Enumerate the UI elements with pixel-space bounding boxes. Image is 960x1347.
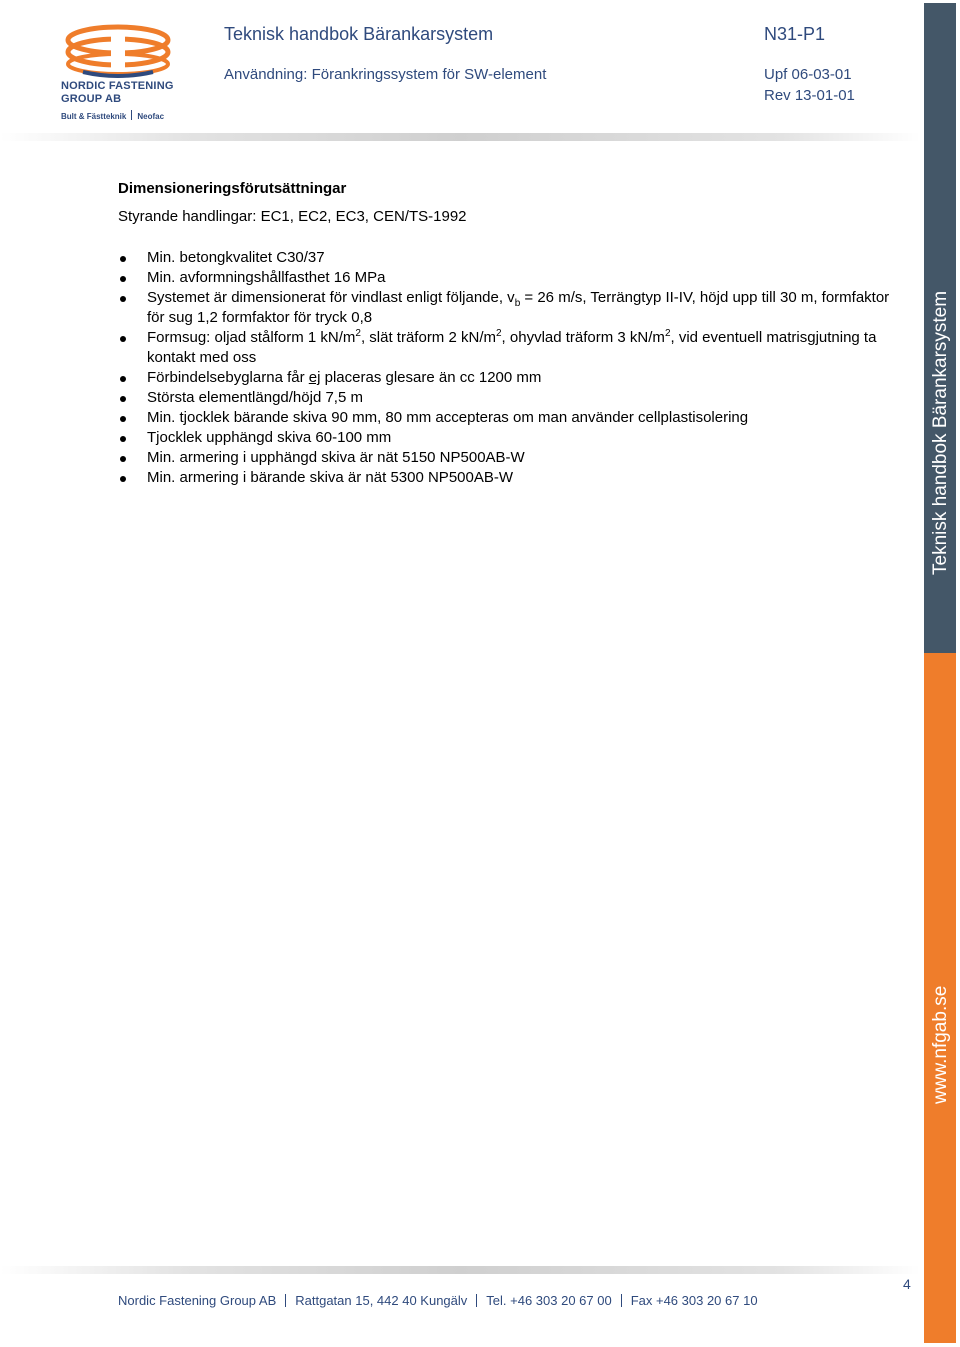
footer-address: Rattgatan 15, 442 40 Kungälv	[295, 1293, 468, 1308]
list-item: Formsug: oljad stålform 1 $kN/m^2$, slät träform 2 $kN/m^2$, ohyvlad träform 3 $kN/m^2$, vid eventuell matrisgjutning ta kontakt med oss	[118, 328, 908, 368]
footer-divider	[0, 1266, 920, 1274]
company-logo	[55, 18, 185, 128]
footer-tel: Tel. +46 303 20 67 00	[486, 1293, 612, 1308]
footer-separator	[285, 1294, 286, 1307]
section-heading: Dimensioneringsförutsättningar	[118, 180, 347, 197]
header-usage: Användning: Förankringssystem för SW-element	[224, 66, 547, 83]
page-number: 4	[903, 1276, 911, 1292]
logo-subtitle	[61, 110, 164, 121]
logo-name-line2: GROUP AB	[61, 93, 122, 105]
logo-name-line1: NORDIC FASTENING	[61, 80, 174, 92]
main-content	[118, 180, 908, 488]
list-item: Största elementlängd/höjd 7,5 m	[118, 388, 908, 408]
header-document-code: N31-P1	[764, 24, 826, 44]
sidebar-website: www.nfgab.se	[930, 985, 951, 1104]
sidebar-title: Teknisk handbok Bärankarsystem	[930, 290, 951, 575]
list-item: Min. armering i upphängd skiva är nät 5150 NP500AB-W	[118, 448, 908, 468]
list-item: Min. tjocklek bärande skiva 90 mm, 80 mm accepteras om man använder cellplastisolering	[118, 408, 908, 428]
footer-separator	[476, 1294, 477, 1307]
requirements-list	[118, 248, 908, 488]
footer-fax: Fax +46 303 20 67 10	[630, 1293, 758, 1308]
list-item: Tjocklek upphängd skiva 60-100 mm	[118, 428, 908, 448]
list-item: Min. avformningshållfasthet 16 MPa	[118, 268, 908, 288]
list-item: Min. armering i bärande skiva är nät 5300 NP500AB-W	[118, 468, 908, 488]
list-item: Min. betongkvalitet C30/37	[118, 248, 908, 268]
logo-rings-icon	[61, 18, 176, 78]
header-title: Teknisk handbok Bärankarsystem	[224, 24, 494, 44]
logo-sub-right: Neofac	[137, 112, 165, 121]
logo-sub-left: Bult & Fästteknik	[61, 112, 127, 121]
logo-sub-separator	[131, 110, 132, 120]
header-rev-date: Rev 13-01-01	[764, 87, 855, 104]
footer-separator	[621, 1294, 622, 1307]
footer-company: Nordic Fastening Group AB	[118, 1293, 277, 1308]
list-item: Systemet är dimensionerat för vindlast enligt följande, $v_b = 26$ m/s, Terrängtyp II-IV, höjd upp till 30 m, formfaktor för sug 1,2 formfaktor för tryck 0,8	[118, 288, 908, 328]
header-upf-date: Upf 06-03-01	[764, 66, 852, 83]
governing-documents: Styrande handlingar: EC1, EC2, EC3, CEN/TS-1992	[118, 208, 467, 225]
footer	[118, 1293, 758, 1308]
list-item: Förbindelsebyglarna får ej placeras glesare än cc 1200 mm	[118, 368, 908, 388]
header-divider	[0, 133, 920, 141]
